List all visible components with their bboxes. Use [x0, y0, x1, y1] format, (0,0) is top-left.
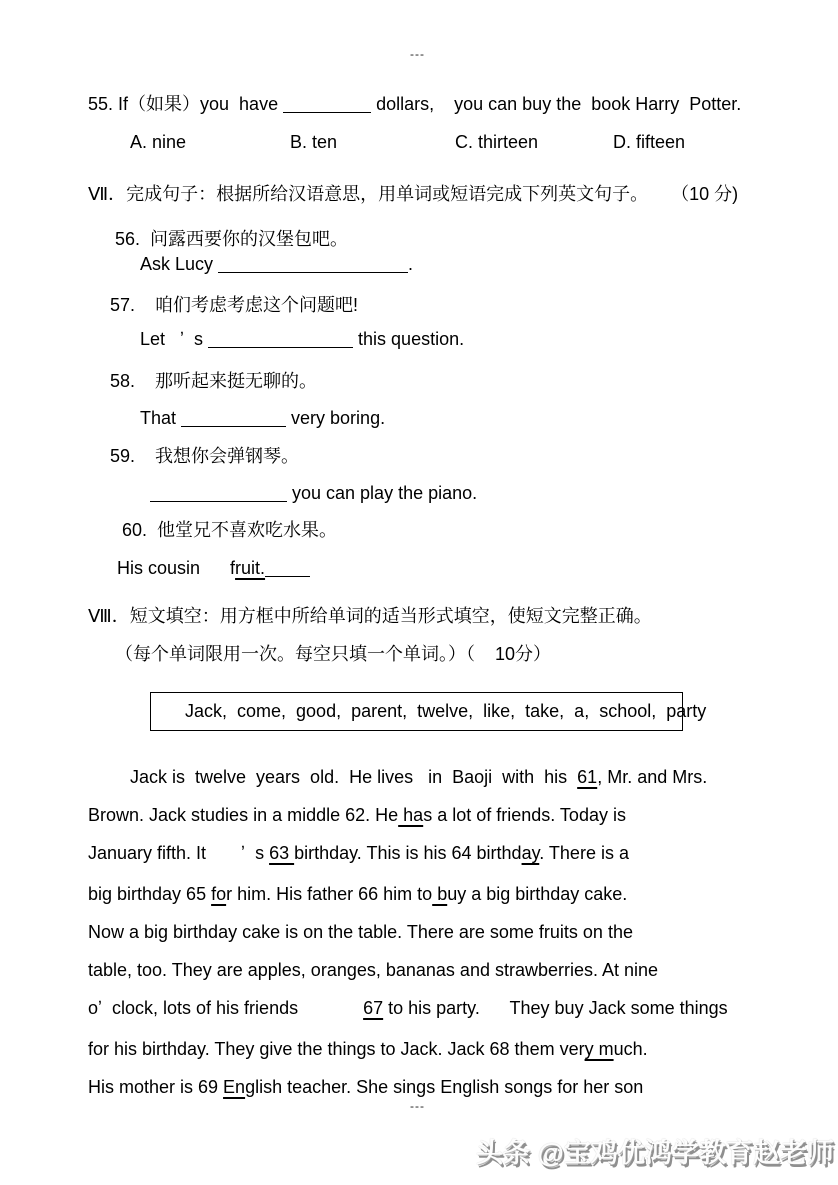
question-56-prompt: 56. 问露西要你的汉堡包吧。 — [115, 229, 349, 249]
question-58-answer-tail: very boring. — [286, 408, 386, 428]
passage-line-4 — [88, 884, 627, 905]
question-60-blank — [265, 560, 310, 577]
question-57-blank — [208, 331, 353, 348]
question-58-blank — [181, 410, 286, 427]
option-d: D. fifteen — [613, 132, 686, 152]
blank-66-mark: b — [432, 884, 448, 904]
option-c: C. thirteen — [455, 132, 539, 152]
section-7-score: （10 分) — [680, 184, 739, 204]
question-55 — [88, 94, 741, 115]
passage-text: for his birthday. They give the things to Jack. Jack 68 them ver — [88, 1039, 585, 1059]
passage-line-3 — [88, 843, 629, 864]
section-8-heading: Ⅷ．短文填空：用方框中所给单词的适当形式填空，使短文完整正确。 — [88, 606, 652, 626]
option-b: B. ten — [290, 132, 338, 152]
passage-text: r him. His father 66 him to — [226, 884, 433, 904]
blank-61: 61 — [577, 767, 598, 787]
passage-text: uch. — [613, 1039, 648, 1059]
word-bank-text: Jack, come, good, parent, twelve, like, take, a, school, party — [185, 701, 707, 721]
passage-text: oʼ clock, lots of his friends — [88, 998, 364, 1018]
section-7-heading — [88, 184, 738, 205]
question-60-underlined-word: ruit. — [235, 558, 266, 578]
question-56-answer-period: . — [408, 254, 414, 274]
section-7-title: Ⅶ．完成句子：根据所给汉语意思，用单词或短语完成下列英文句子。 — [88, 184, 649, 204]
section-8-subheading: （每个单词限用一次。每空只填一个单词。）（ 10分） — [115, 644, 552, 664]
question-55-blank — [283, 96, 371, 113]
question-57-answer-text: Let ʼ s — [140, 329, 209, 349]
question-55-options — [130, 132, 685, 153]
passage-text: January fifth. It ʼ s — [88, 843, 270, 863]
question-56-blank — [218, 256, 408, 273]
watermark-text: 头条 @宝鸡优鸿学教育赵老师 — [476, 1138, 834, 1168]
passage-text: , Mr. and Mrs. — [597, 767, 708, 787]
passage-text: glish teacher. She sings English songs for her son — [245, 1077, 644, 1097]
question-56-answer-text: Ask Lucy — [140, 254, 219, 274]
question-60-prompt: 60. 他堂兄不喜欢吃水果。 — [122, 520, 338, 540]
passage-line-7 — [88, 998, 728, 1019]
question-57-prompt: 57. 咱们考虑考虑这个问题吧! — [110, 295, 359, 315]
passage-text: Brown. Jack studies in a middle 62. He — [88, 805, 399, 825]
question-59-answer — [150, 483, 477, 504]
question-60-answer-text: His cousin f — [117, 558, 236, 578]
passage-text: Jack is twelve years old. He lives in Baoji with his — [130, 767, 578, 787]
question-59-prompt: 59. 我想你会弹钢琴。 — [110, 446, 300, 466]
blank-69-mark: En — [223, 1077, 246, 1097]
question-57-answer — [140, 329, 464, 350]
blank-68-mark: y m — [584, 1039, 614, 1059]
blank-67: 67 — [363, 998, 384, 1018]
question-58-prompt: 58. 那听起来挺无聊的。 — [110, 371, 318, 391]
question-58-answer — [140, 408, 385, 429]
passage-text: to his party. They buy Jack some things — [383, 998, 728, 1018]
blank-65-mark: fo — [211, 884, 227, 904]
question-58-answer-text: That — [140, 408, 182, 428]
passage-line-6: table, too. They are apples, oranges, bananas and strawberries. At nine — [88, 960, 659, 980]
blank-62-mark: ha — [398, 805, 424, 825]
question-56-answer — [140, 254, 413, 275]
page-bottom-divider: --- — [410, 1099, 425, 1113]
passage-text: uy a big birthday cake. — [447, 884, 628, 904]
passage-text: His mother is 69 — [88, 1077, 224, 1097]
question-59-blank — [150, 485, 287, 502]
question-55-stem-after: dollars, you can buy the book Harry Potter. — [371, 94, 742, 114]
blank-64-mark: ay — [521, 843, 540, 863]
passage-line-9 — [88, 1077, 643, 1098]
passage-text: . There is a — [539, 843, 629, 863]
passage-line-5: Now a big birthday cake is on the table. There are some fruits on the — [88, 922, 633, 942]
passage-text: birthday. This is his 64 birthd — [294, 843, 522, 863]
passage-line-1 — [130, 767, 707, 788]
option-a: A. nine — [130, 132, 187, 152]
question-55-stem-before: 55. If（如果）you have — [88, 94, 284, 114]
question-57-answer-tail: this question. — [353, 329, 465, 349]
question-59-answer-tail: you can play the piano. — [287, 483, 478, 503]
passage-text: big birthday 65 — [88, 884, 212, 904]
passage-line-8 — [88, 1039, 648, 1060]
question-60-answer — [117, 558, 310, 579]
passage-line-2 — [88, 805, 626, 826]
passage-text: s a lot of friends. Today is — [423, 805, 626, 825]
page-top-divider: --- — [410, 47, 425, 61]
blank-63: 63 — [269, 843, 295, 863]
